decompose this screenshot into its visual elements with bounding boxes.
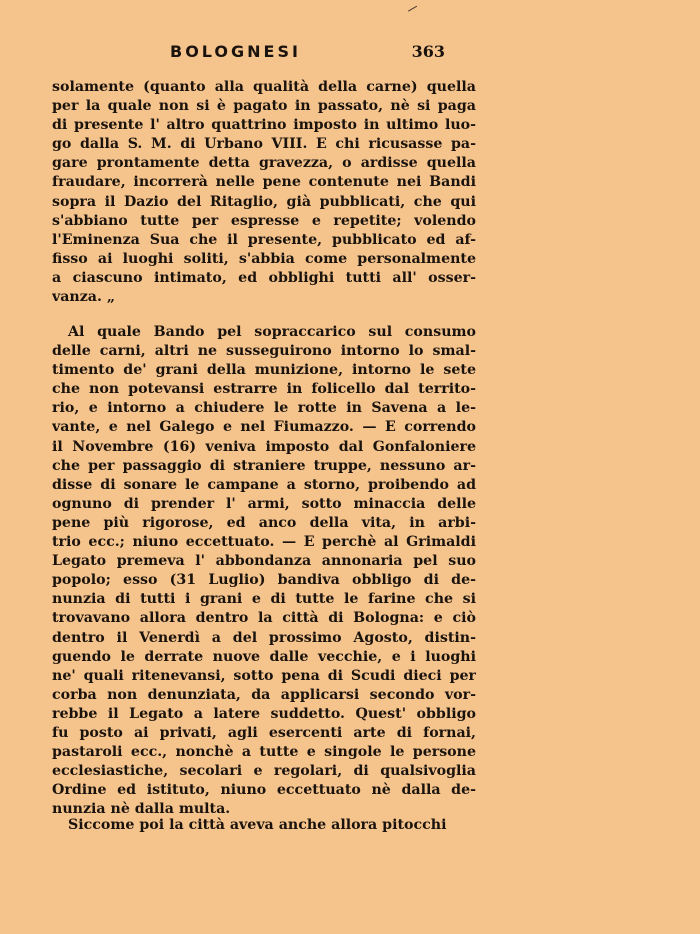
text-line: vanza. „ (52, 289, 116, 306)
text-line: timento de' grani della munizione, intorno le sete (52, 362, 476, 379)
text-line: Siccome poi la città aveva anche allora pitocchi (68, 817, 447, 833)
text-line: nunzia nè dalla multa. (52, 801, 231, 818)
text-line: fisso ai luoghi soliti, s'abbia come personalmente (52, 250, 476, 267)
text-line: sopra il Dazio del Ritaglio, già pubblicati, che qui (52, 193, 476, 210)
text-line: solamente (quanto alla qualità della carne) quella (52, 79, 476, 95)
text-line: a ciascuno intimato, ed obblighi tutti all' osser- (52, 269, 476, 286)
text-line: di presente l' altro quattrino imposto in ultimo luo- (52, 117, 476, 134)
paragraph-siccome (52, 816, 476, 835)
text-line: per la quale non si è pagato in passato, nè si paga (52, 98, 476, 115)
text-line: ognuno di prender l' armi, sotto minaccia delle (52, 495, 476, 512)
text-line: l'Eminenza Sua che il presente, pubblicato ed af- (52, 231, 476, 248)
text-line: rebbe il Legato a latere suddetto. Quest' obbligo (52, 705, 476, 722)
text-line: pene più rigorose, ed anco della vita, in arbi- (52, 514, 476, 531)
text-line: dentro il Venerdì a del prossimo Agosto, distin- (52, 629, 476, 646)
text-line: Legato premeva l' abbondanza annonaria pel suo (52, 553, 476, 570)
text-line: guendo le derrate nuove dalle vecchie, e i luoghi (52, 648, 476, 665)
text-line: trovavano allora dentro la città di Bologna: e ciò (52, 610, 476, 627)
text-line: che per passaggio di straniere truppe, nessuno ar- (52, 457, 476, 474)
text-line: disse di sonare le campane a storno, proibendo ad (52, 476, 476, 493)
text-line: Ordine ed istituto, niuno eccettuato nè dalla de- (52, 782, 476, 799)
text-line: popolo; esso (31 Luglio) bandiva obbligo di de- (52, 572, 476, 589)
text-line: trio ecc.; niuno eccettuato. — E perchè al Grimaldi (52, 534, 476, 551)
page-number: 363 (411, 42, 445, 61)
paragraph-continuation (52, 78, 476, 307)
text-line: go dalla S. M. di Urbano VIII. E chi ricusasse pa- (52, 136, 476, 153)
text-line: Al quale Bando pel sopraccarico sul consumo (68, 324, 476, 340)
text-line: s'abbiano tutte per espresse e repetite; volendo (52, 212, 476, 229)
text-line: ne' quali ritenevansi, sotto pena di Scudi dieci per (52, 667, 476, 684)
text-line: rio, e intorno a chiudere le rotte in Savena a le- (52, 400, 476, 417)
text-line: il Novembre (16) veniva imposto dal Gonfaloniere (52, 438, 476, 455)
ink-mark (408, 6, 418, 14)
text-line: che non potevansi estrarre in folicello dal territo- (52, 381, 476, 398)
text-line: corba non denunziata, da applicarsi secondo vor- (52, 686, 476, 703)
text-line: fu posto ai privati, agli esercenti arte di fornai, (52, 724, 476, 741)
text-line: pastaroli ecc., nonchè a tutte e singole le persone (52, 744, 476, 761)
paragraph-bando (52, 323, 476, 819)
page-header (170, 42, 445, 66)
running-head: BOLOGNESI (170, 42, 301, 61)
text-line: delle carni, altri ne susseguirono intorno lo smal- (52, 343, 476, 360)
text-line: vante, e nel Galego e nel Fiumazzo. — E correndo (52, 419, 476, 436)
text-line: gare prontamente detta gravezza, o ardisse quella (52, 155, 476, 172)
text-line: ecclesiastiche, secolari e regolari, di qualsivoglia (52, 763, 476, 780)
text-line: fraudare, incorrerà nelle pene contenute nei Bandi (52, 174, 476, 191)
text-line: nunzia di tutti i grani e di tutte le farine che si (52, 591, 476, 608)
